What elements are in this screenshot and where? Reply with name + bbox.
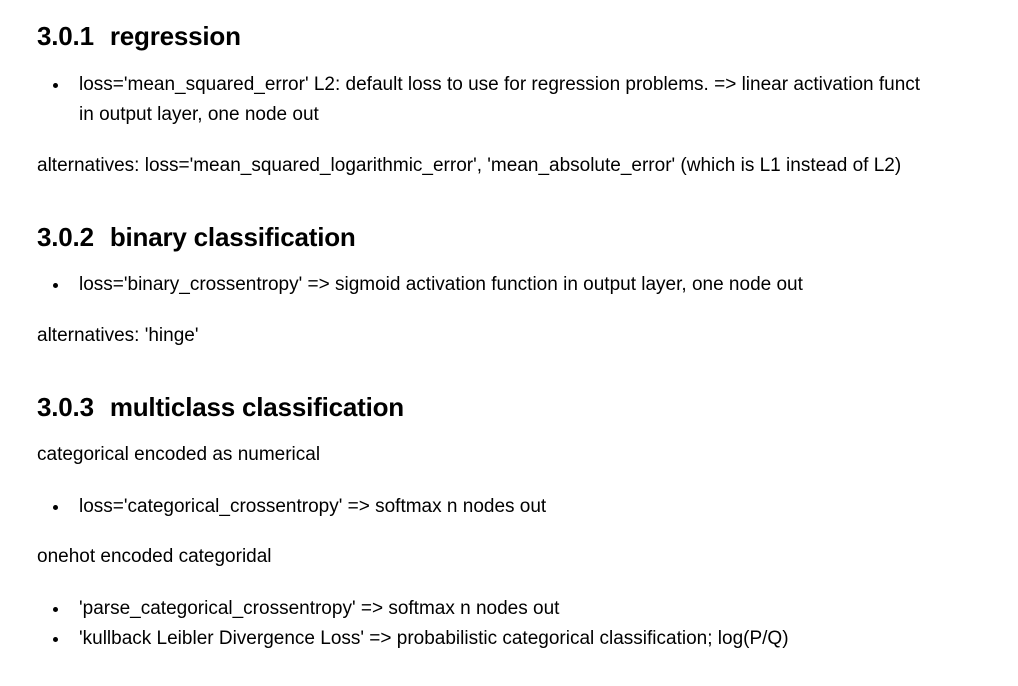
bullet-dot-icon	[53, 83, 58, 88]
alternatives-binary: alternatives: 'hinge'	[37, 325, 199, 346]
section-number: 3.0.2	[37, 222, 94, 252]
list-item-text: 'parse_categorical_crossentropy' => softmax n nodes out	[79, 598, 560, 619]
section-number: 3.0.1	[37, 21, 94, 51]
section-title: binary classification	[109, 222, 356, 252]
list-item	[37, 270, 1018, 300]
list-item-text-line1: loss='mean_squared_error' L2: default loss to use for regression problems. => linear activation funct	[79, 74, 921, 95]
list-item	[37, 492, 1018, 522]
list-item-text: loss='binary_crossentropy' => sigmoid activation function in output layer, one node out	[79, 274, 803, 295]
bullet-dot-icon	[53, 505, 58, 510]
section-number: 3.0.3	[37, 392, 94, 422]
section-title: multiclass classification	[109, 392, 404, 422]
list-item	[37, 624, 1018, 654]
bullet-list-multiclass	[37, 492, 1018, 522]
list-item	[37, 594, 1018, 624]
alternatives-regression: alternatives: loss='mean_squared_logarithmic_error', 'mean_absolute_error' (which is L1 instead of L2)	[37, 155, 902, 176]
list-item-text: loss='categorical_crossentropy' => softmax n nodes out	[79, 496, 547, 517]
list-item	[37, 70, 1018, 130]
bullet-dot-icon	[53, 607, 58, 612]
bullet-dot-icon	[53, 283, 58, 288]
list-item-text: 'kullback Leibler Divergence Loss' => probabilistic categorical classification; log(P/Q)	[79, 628, 789, 649]
bullet-dot-icon	[53, 637, 58, 642]
section-title: regression	[109, 21, 241, 51]
section-heading-regression	[37, 20, 241, 52]
section-heading-multiclass-classification	[37, 391, 404, 423]
document-page	[37, 0, 1018, 686]
bullet-list-regression	[37, 70, 1018, 130]
section-heading-binary-classification	[37, 221, 356, 253]
bullet-list-binary	[37, 270, 1018, 300]
list-item-text-line2: in output layer, one node out	[79, 104, 319, 125]
multiclass-intro: categorical encoded as numerical	[37, 444, 321, 465]
onehot-intro: onehot encoded categoridal	[37, 546, 272, 567]
bullet-list-onehot	[37, 594, 1018, 654]
